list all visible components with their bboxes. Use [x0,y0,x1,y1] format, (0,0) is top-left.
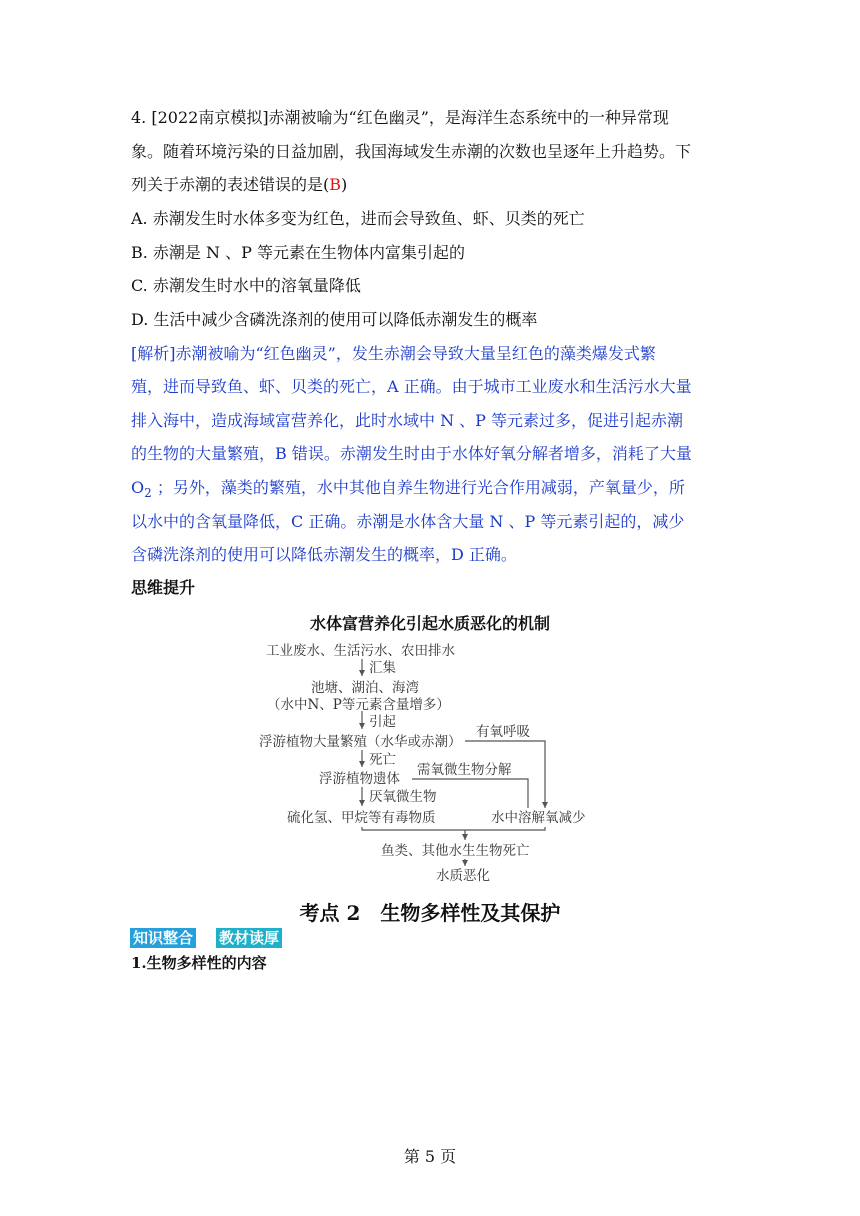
analysis-line-3: 排入海中，造成海域富营养化，此时水域中 N 、P 等元素过多，促进引起赤潮 [131,411,684,430]
analysis-line-2: 殖，进而导致鱼、虾、贝类的死亡，A 正确。由于城市工业废水和生活污水大量 [131,377,692,396]
o2-main: O [131,478,145,497]
analysis-line-5-rest: ；另外，藻类的繁殖，水中其他自养生物进行光合作用减弱，产氧量少，所 [151,478,685,497]
option-b: B. 赤潮是 N 、P 等元素在生物体内富集引起的 [131,243,465,262]
tag-textbook: 教材读厚 [216,928,282,948]
analysis-line-4: 的生物的大量繁殖，B 错误。赤潮发生时由于水体好氧分解者增多，消耗了大量 [131,444,692,463]
question-line-2: 象。随着环境污染的日益加剧，我国海域发生赤潮的次数也呈逐年上升趋势。下 [131,142,692,161]
o2-subscript: 2 [144,486,152,500]
question-line-3-prefix: 列关于赤潮的表述错误的是( [131,175,330,194]
line-merge [362,827,545,830]
option-c: C. 赤潮发生时水中的溶氧量降低 [131,276,361,295]
diagram-oxygen-drop: 水中溶解氧减少 [491,810,586,826]
diagram-bloom: 浮游植物大量繁殖（水华或赤潮） [259,734,462,750]
diagram-label-collect: 汇集 [369,660,396,676]
diagram-death: 鱼类、其他水生生物死亡 [381,843,530,859]
o2-formula [131,478,152,500]
analysis-line-7: 含磷洗涤剂的使用可以降低赤潮发生的概率，D 正确。 [131,545,517,564]
diagram-result: 水质恶化 [436,868,490,884]
analysis-line-5 [131,478,685,503]
diagram-label-cause: 引起 [369,714,396,730]
page-number: 第 5 页 [403,1147,457,1166]
thinking-title: 思维提升 [131,578,196,597]
question-line-1: 4. [2022南京模拟]赤潮被喻为“红色幽灵”，是海洋生态系统中的一种异常现 [131,108,669,127]
analysis-line-6: 以水中的含氧量降低，C 正确。赤潮是水体含大量 N 、P 等元素引起的，减少 [131,512,685,531]
diagram-title: 水体富营养化引起水质恶化的机制 [309,614,550,633]
diagram-water-note: （水中N、P等元素含量增多） [267,697,450,713]
diagram-label-aerobic-decomp: 需氧微生物分解 [417,762,512,778]
question-line-3 [131,175,347,195]
diagram-remains: 浮游植物遗体 [319,771,400,787]
section-subtitle: 1.生物多样性的内容 [131,954,267,972]
diagram-label-anaerobic: 厌氧微生物 [369,789,437,805]
diagram-sources: 工业废水、生活污水、农田排水 [266,643,455,659]
option-a: A. 赤潮发生时水体多变为红色，进而会导致鱼、虾、贝类的死亡 [131,209,585,228]
section-title: 考点 2 生物多样性及其保护 [299,901,561,925]
diagram-water-bodies: 池塘、湖泊、海湾 [311,680,419,696]
arrow-aerobic-respiration [465,741,545,808]
tag-knowledge: 知识整合 [130,928,196,948]
diagram-label-aerobic: 有氧呼吸 [476,724,530,740]
option-d: D. 生活中减少含磷洗涤剂的使用可以降低赤潮发生的概率 [131,310,538,329]
answer-letter: B [329,175,342,194]
question-line-3-suffix: ) [341,175,348,194]
analysis-line-1: [解析]赤潮被喻为“红色幽灵”，发生赤潮会导致大量呈红色的藻类爆发式繁 [131,344,656,363]
line-aerobic-decomposition [412,779,528,808]
diagram-label-die: 死亡 [369,752,396,768]
diagram-toxins: 硫化氢、甲烷等有毒物质 [287,810,436,826]
